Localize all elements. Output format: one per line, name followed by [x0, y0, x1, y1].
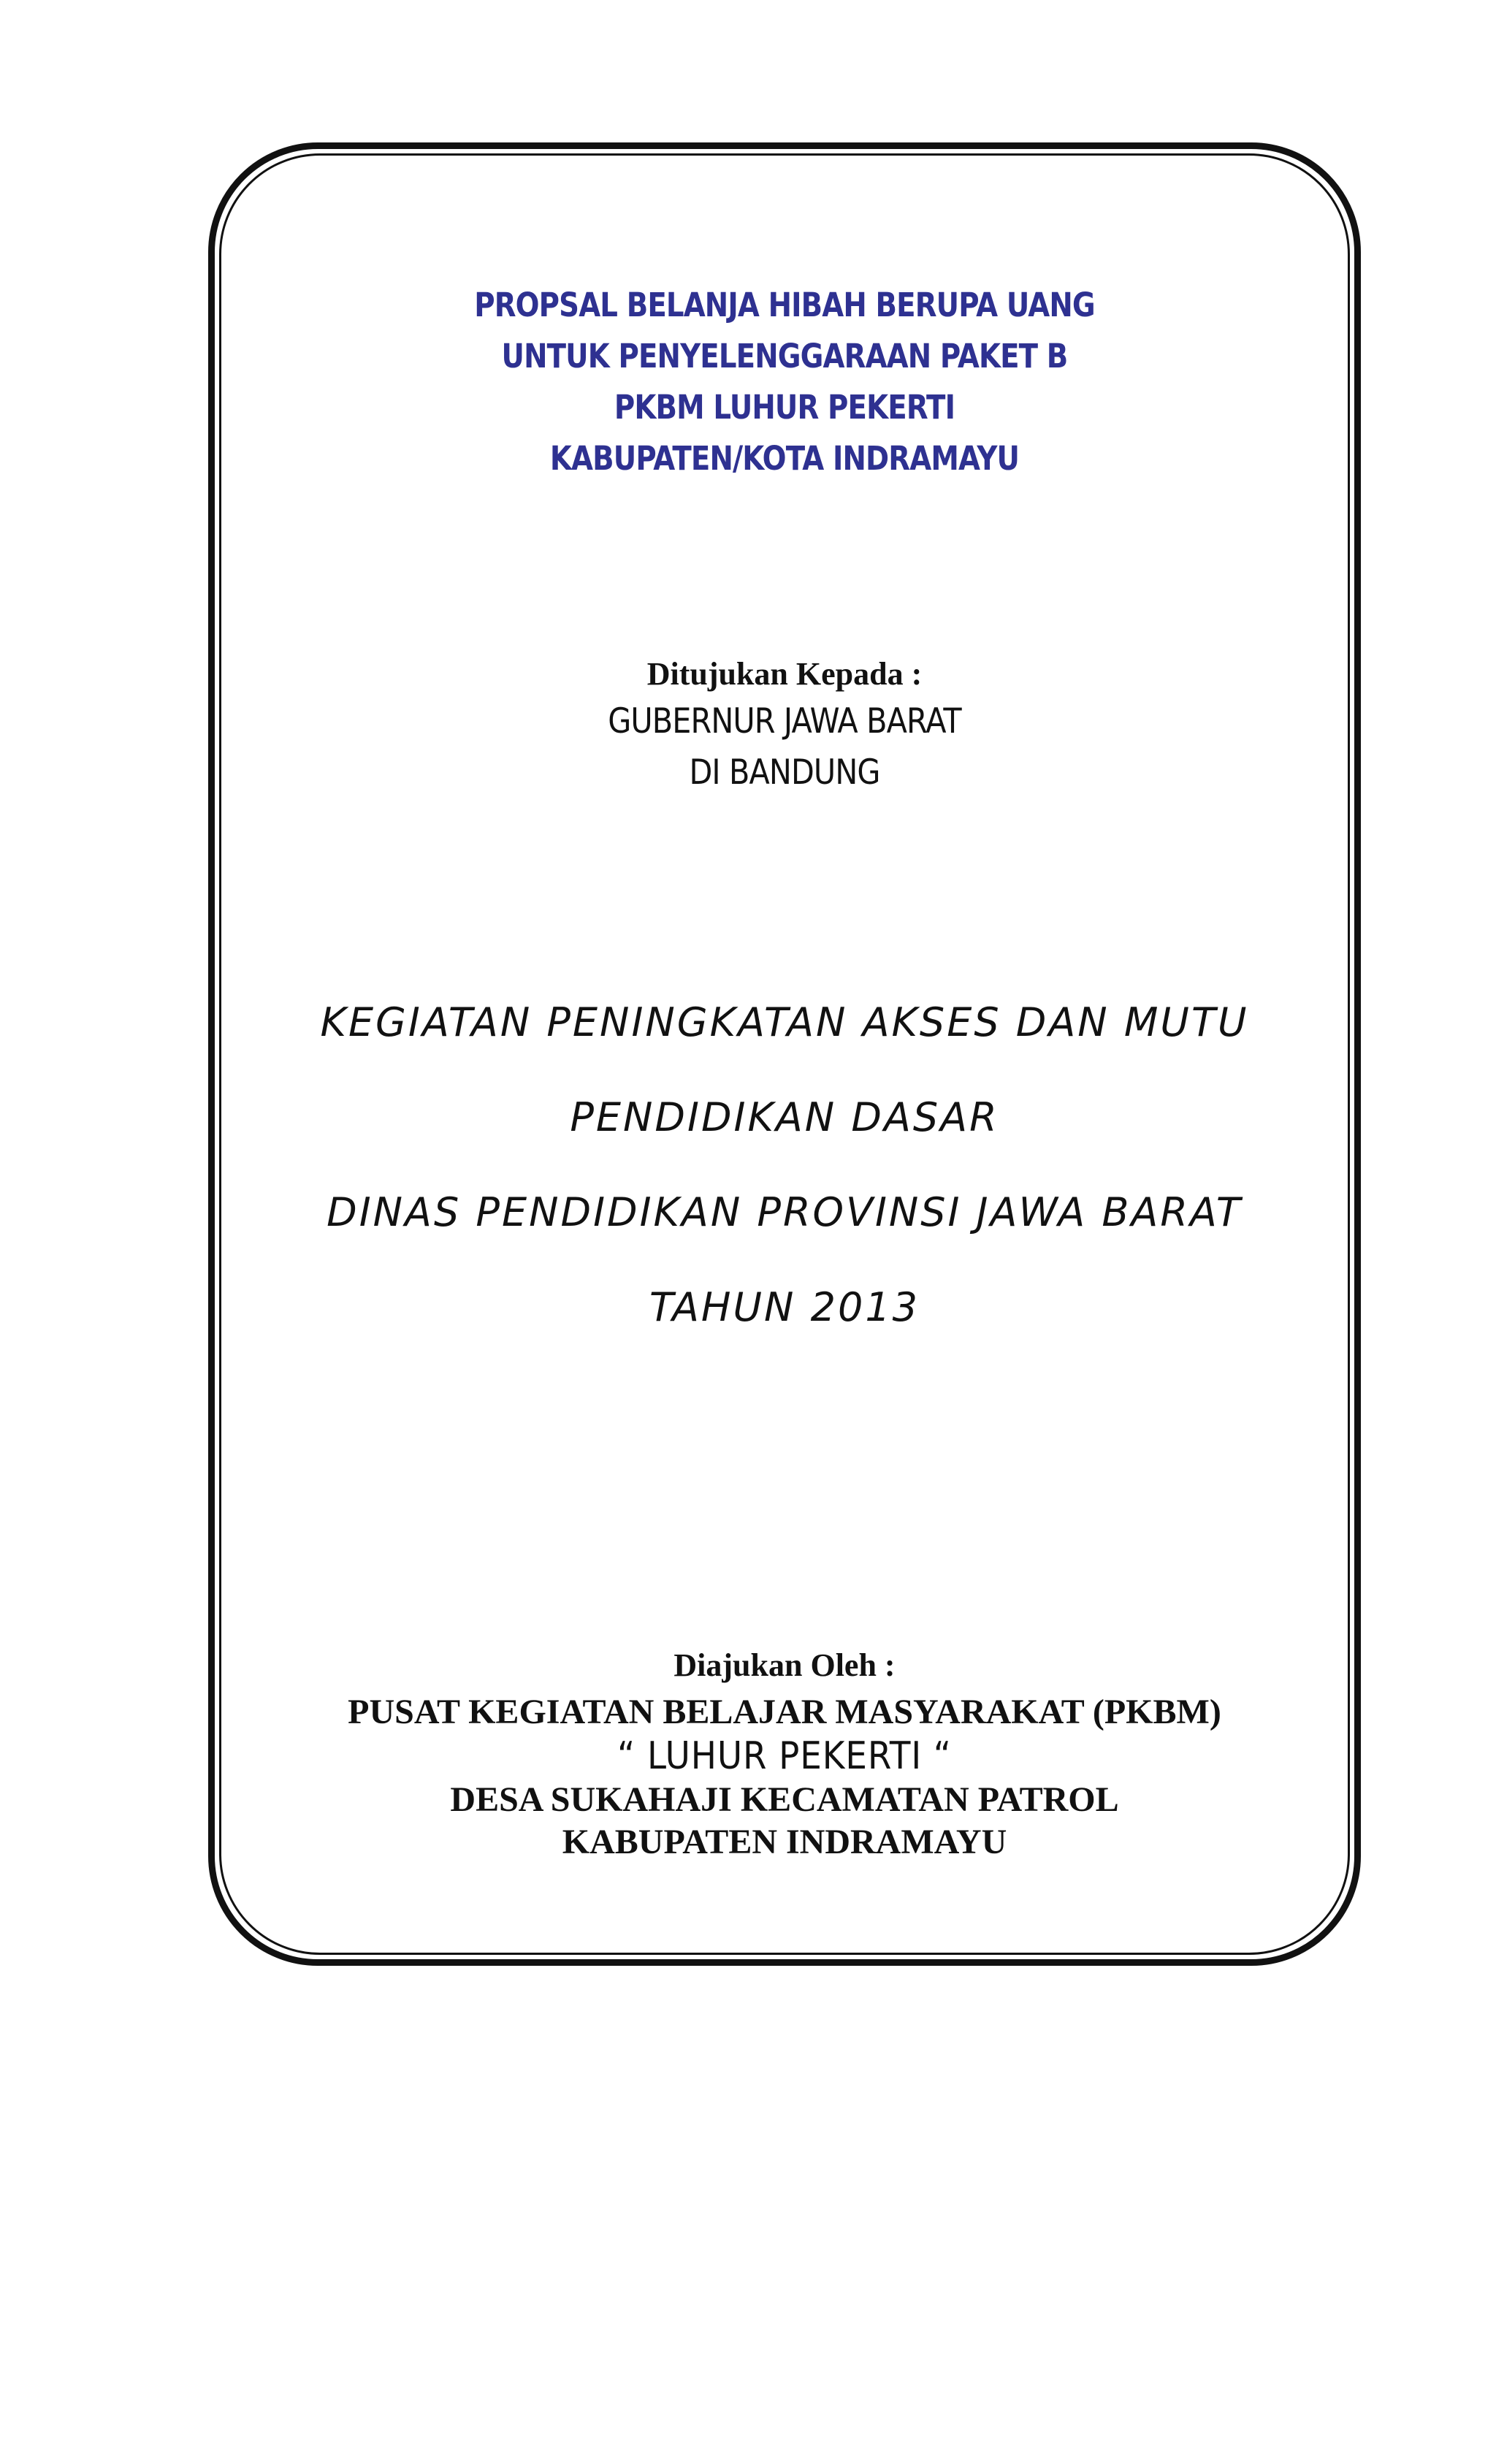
addressed-to-label: Ditujukan Kepada :: [646, 656, 923, 692]
activity-line-2: PENDIDIKAN DASAR: [570, 1094, 999, 1140]
org-name: “ LUHUR PEKERTI “: [617, 1734, 952, 1778]
activity-section: [219, 975, 1350, 1355]
activity-line-3: DINAS PENDIDIKAN PROVINSI JAWA BARAT: [327, 1189, 1243, 1235]
activity-line-1: KEGIATAN PENINGKATAN AKSES DAN MUTU: [320, 999, 1249, 1045]
addressed-to-section: [219, 652, 1350, 798]
org-address-line-2: KABUPATEN INDRAMAYU: [562, 1823, 1007, 1861]
recipient-line-2: DI BANDUNG: [689, 752, 880, 793]
proposal-title: [219, 280, 1350, 484]
recipient-line-1: GUBERNUR JAWA BARAT: [608, 701, 961, 741]
title-line-3: PKBM LUHUR PEKERTI: [614, 388, 955, 427]
title-line-1: PROPSAL BELANJA HIBAH BERUPA UANG: [474, 286, 1095, 324]
submitted-by-label: Diajukan Oleh :: [673, 1647, 896, 1683]
title-line-2: UNTUK PENYELENGGARAAN PAKET B: [501, 337, 1068, 375]
org-type: PUSAT KEGIATAN BELAJAR MASYARAKAT (PKBM): [348, 1693, 1221, 1731]
submitted-by-section: [219, 1640, 1350, 1864]
org-address-line-1: DESA SUKAHAJI KECAMATAN PATROL: [450, 1780, 1119, 1819]
title-line-4: KABUPATEN/KOTA INDRAMAYU: [549, 439, 1020, 478]
activity-line-4: TAHUN 2013: [649, 1284, 920, 1330]
